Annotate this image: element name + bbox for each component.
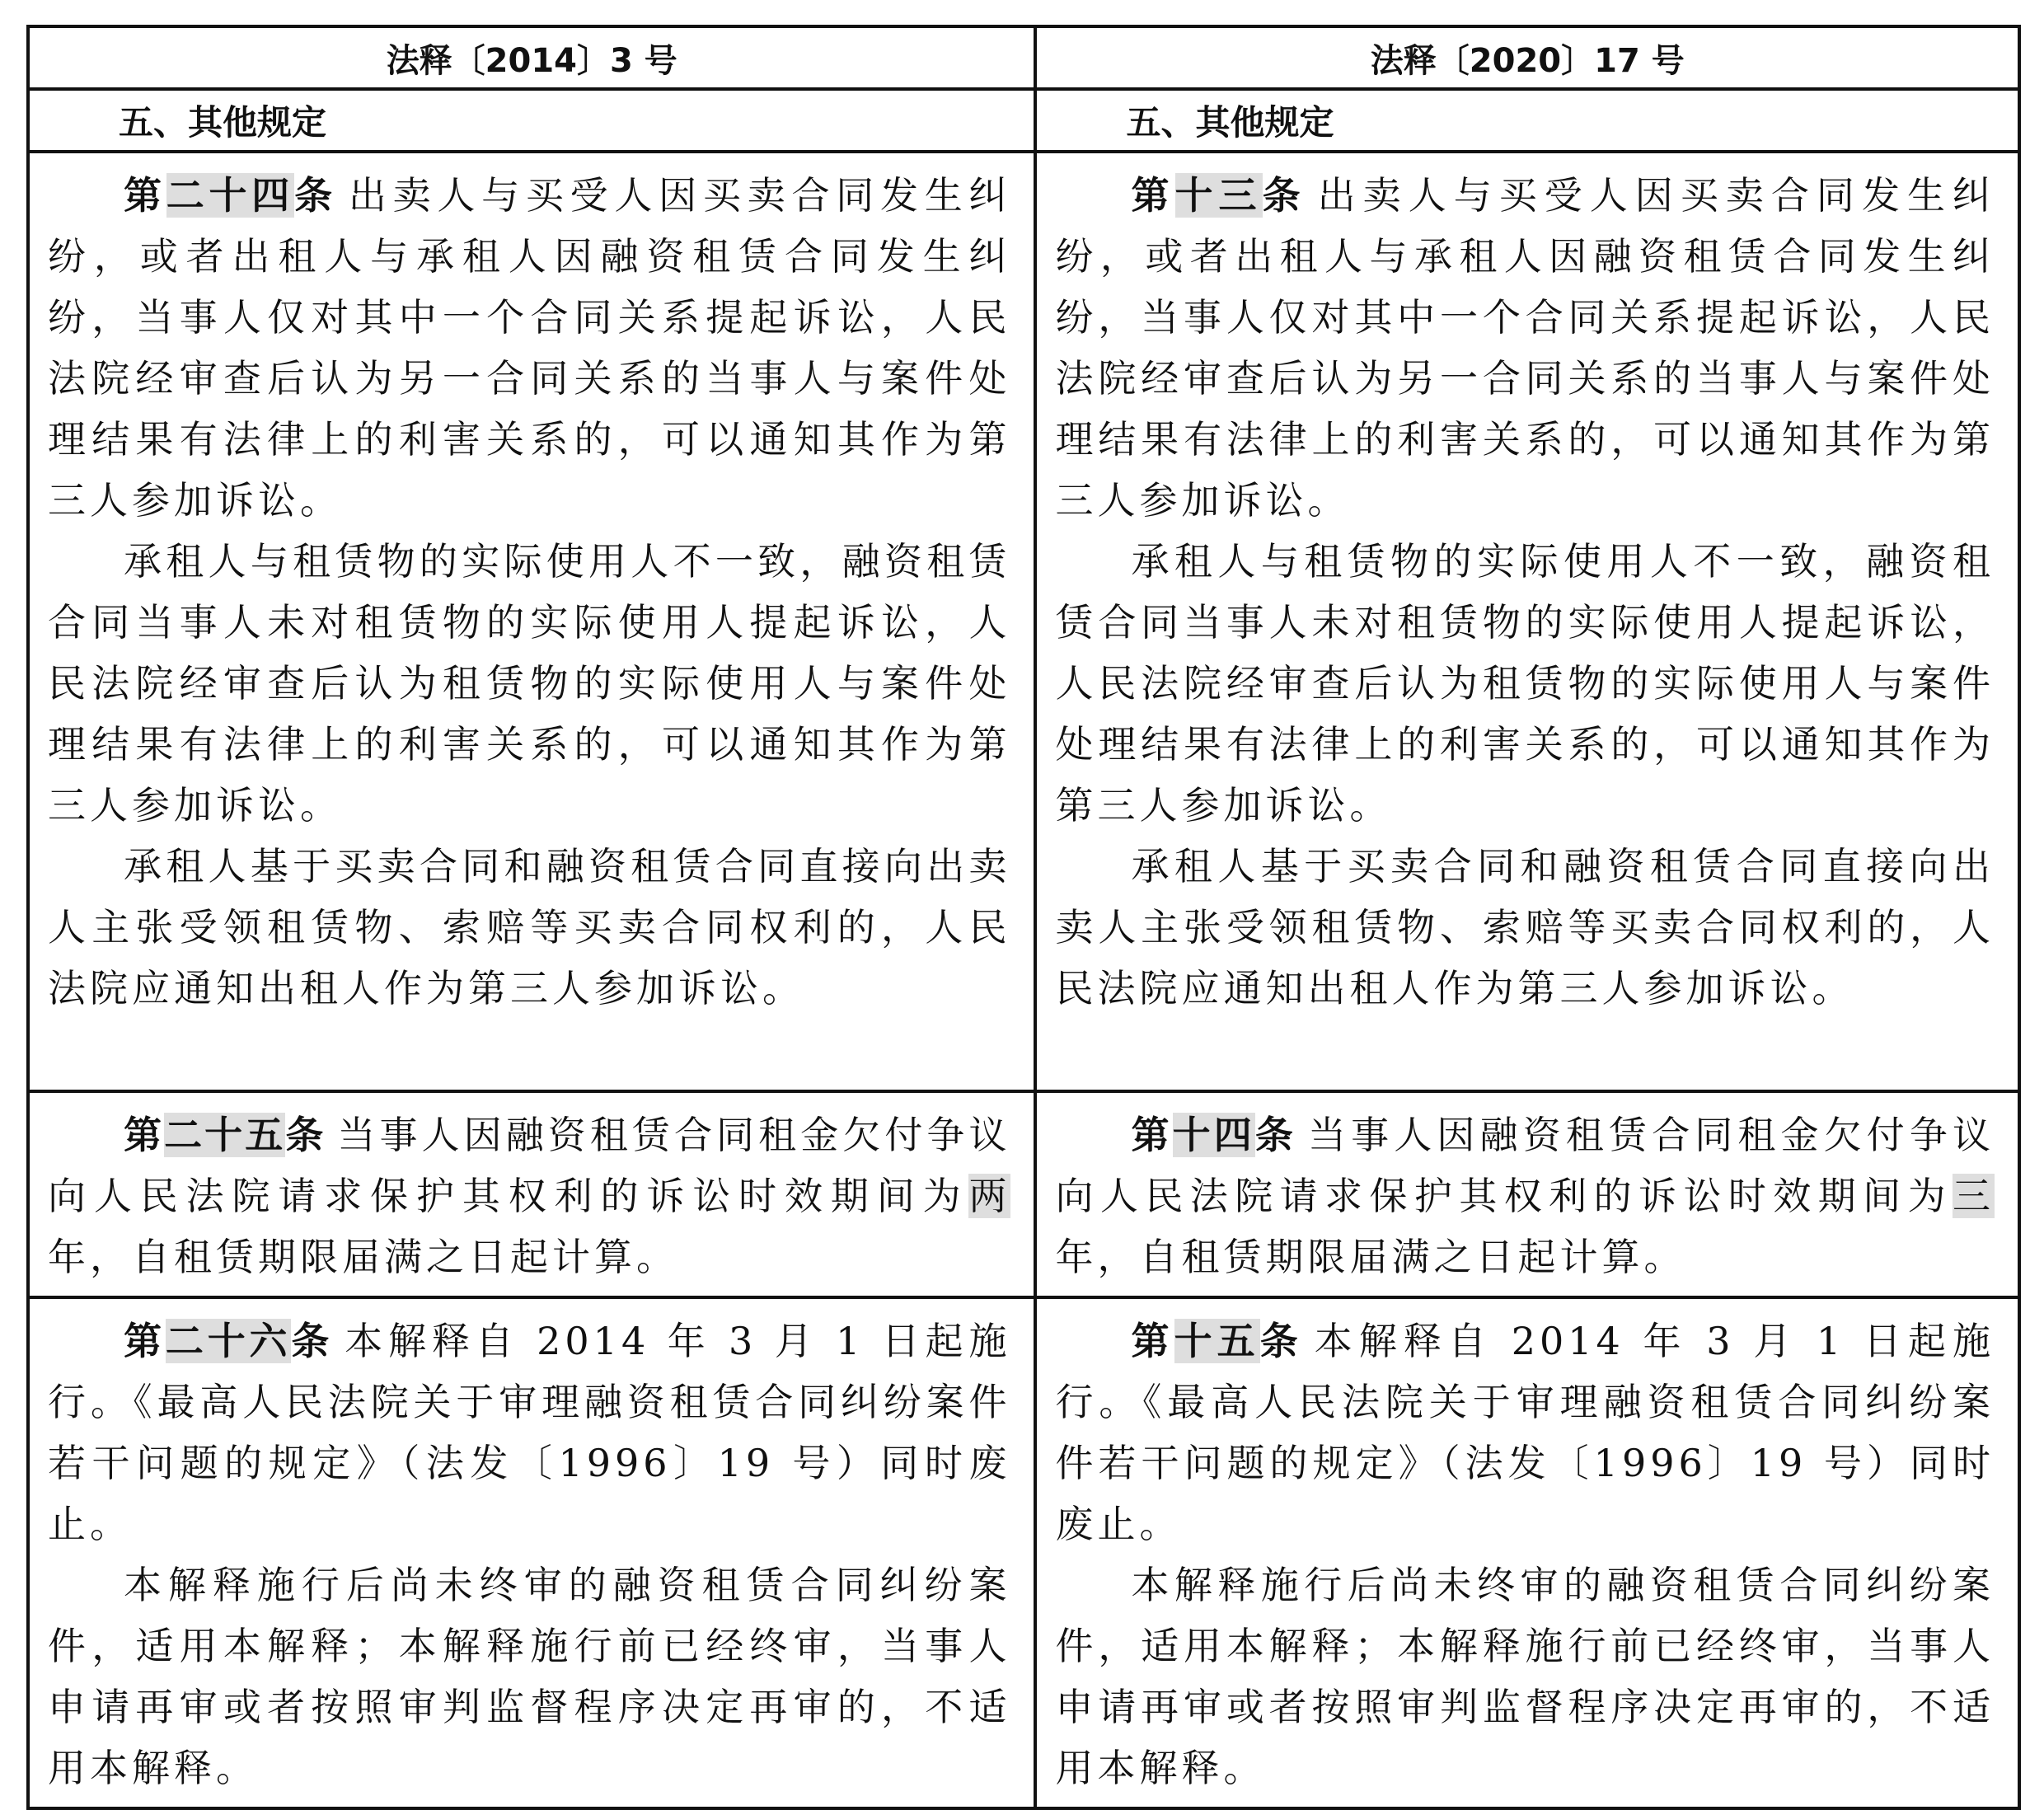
article-text: 年，自租赁期限届满之日起计算。 <box>1055 1235 1686 1279</box>
article-number <box>124 173 337 218</box>
article-number-part: 第 <box>1131 1319 1174 1363</box>
article-number <box>1131 1113 1296 1157</box>
table-cell-right <box>1035 1297 2019 1808</box>
column-header-2020: 法释〔2020〕17 号 <box>1035 26 2019 89</box>
article-paragraph <box>1055 165 1995 531</box>
article-number-changed: 十四 <box>1172 1113 1255 1157</box>
section-row <box>28 89 2019 152</box>
comparison-table <box>26 25 2021 1810</box>
article-number-changed: 二十六 <box>165 1319 292 1363</box>
article-number <box>124 1319 333 1363</box>
article-text: 年，自租赁期限届满之日起计算。 <box>48 1235 678 1279</box>
article-paragraph <box>48 531 1010 836</box>
article-text: 出卖人与买受人因买卖合同发生纠纷，或者出租人与承租人因融资租赁合同发生纠纷，当事人仅对其中一个合同关系提起诉讼，人民法院经审查后认为另一合同关系的当事人与案件处理结果有法律上的利害关系的，可以通知其作为第三人参加诉讼。 <box>48 173 1011 523</box>
changed-text: 三 <box>1953 1174 1995 1218</box>
column-header-2014: 法释〔2014〕3 号 <box>28 26 1035 89</box>
article-text: 当事人因融资租赁合同租金欠付争议向人民法院请求保护其权利的诉讼时效期间为 <box>48 1113 1011 1218</box>
table-cell-left <box>28 1091 1035 1297</box>
article-text: 本解释施行后尚未终审的融资租赁合同纠纷案件，适用本解释；本解释施行前已经终审，当事人申请再审或者按照审判监督程序决定再审的，不适用本解释。 <box>1055 1563 1995 1790</box>
article-text: 本解释施行后尚未终审的融资租赁合同纠纷案件，适用本解释；本解释施行前已经终审，当事人申请再审或者按照审判监督程序决定再审的，不适用本解释。 <box>48 1563 1011 1790</box>
article-number-changed: 十三 <box>1174 173 1263 218</box>
article-number <box>124 1113 326 1157</box>
article-paragraph <box>48 1104 1010 1287</box>
comparison-table-wrapper <box>26 25 2021 1790</box>
article-text: 出卖人与买受人因买卖合同发生纠纷，或者出租人与承租人因融资租赁合同发生纠纷，当事人仅对其中一个合同关系提起诉讼，人民法院经审查后认为另一合同关系的当事人与案件处理结果有法律上的利害关系的，可以通知其作为第三人参加诉讼。 <box>1055 173 1995 523</box>
article-paragraph <box>48 1311 1010 1554</box>
article-number-part: 条 <box>285 1113 326 1157</box>
article-number-part: 条 <box>1259 1319 1303 1363</box>
article-paragraph <box>1055 836 1995 1019</box>
article-text: 承租人基于买卖合同和融资租赁合同直接向出卖人主张受领租赁物、索赔等买卖合同权利的，人民法院应通知出租人作为第三人参加诉讼。 <box>1055 844 1995 1011</box>
table-cell-right <box>1035 1091 2019 1297</box>
article-number-part: 条 <box>294 173 337 218</box>
article-text: 本解释自 2014 年 3 月 1 日起施行。《最高人民法院关于审理融资租赁合同纠纷案件若干问题的规定》（法发〔1996〕19 号）同时废止。 <box>1055 1319 1995 1546</box>
article-number-part: 第 <box>124 1113 165 1157</box>
section-title-right: 五、其他规定 <box>1035 89 2019 152</box>
article-text: 当事人因融资租赁合同租金欠付争议向人民法院请求保护其权利的诉讼时效期间为 <box>1055 1113 1995 1218</box>
article-paragraph <box>1055 531 1995 836</box>
article-number-part: 条 <box>291 1319 334 1363</box>
table-row <box>28 1297 2019 1808</box>
article-text: 承租人与租赁物的实际使用人不一致，融资租赁合同当事人未对租赁物的实际使用人提起诉讼，人民法院经审查后认为租赁物的实际使用人与案件处理结果有法律上的利害关系的，可以通知其作为第三人参加诉讼。 <box>48 539 1011 828</box>
article-paragraph <box>48 836 1010 1019</box>
article-number-changed: 十五 <box>1174 1319 1260 1363</box>
article-paragraph <box>1055 1311 1995 1554</box>
article-number <box>1131 173 1306 218</box>
article-paragraph <box>1055 1554 1995 1798</box>
article-number-part: 第 <box>1131 1113 1173 1157</box>
table-cell-right <box>1035 152 2019 1091</box>
article-number-changed: 二十五 <box>164 1113 286 1157</box>
table-cell-left <box>28 1297 1035 1808</box>
table-row <box>28 1091 2019 1297</box>
article-number-part: 条 <box>1254 1113 1297 1157</box>
article-paragraph <box>48 1554 1010 1798</box>
article-paragraph <box>1055 1104 1995 1287</box>
article-number-changed: 二十四 <box>166 173 295 218</box>
article-number-part: 条 <box>1262 173 1306 218</box>
article-paragraph <box>48 165 1010 531</box>
article-text: 承租人与租赁物的实际使用人不一致，融资租赁合同当事人未对租赁物的实际使用人提起诉讼，人民法院经审查后认为租赁物的实际使用人与案件处理结果有法律上的利害关系的，可以通知其作为第三人参加诉讼。 <box>1055 539 1995 828</box>
changed-text: 两 <box>968 1174 1011 1218</box>
table-row <box>28 152 2019 1091</box>
header-row <box>28 26 2019 89</box>
article-number-part: 第 <box>124 173 166 218</box>
article-text: 本解释自 2014 年 3 月 1 日起施行。《最高人民法院关于审理融资租赁合同纠纷案件若干问题的规定》（法发〔1996〕19 号）同时废止。 <box>48 1319 1011 1546</box>
article-number <box>1131 1319 1302 1363</box>
section-title-left: 五、其他规定 <box>28 89 1035 152</box>
article-text: 承租人基于买卖合同和融资租赁合同直接向出卖人主张受领租赁物、索赔等买卖合同权利的，人民法院应通知出租人作为第三人参加诉讼。 <box>48 844 1011 1011</box>
article-number-part: 第 <box>1131 173 1175 218</box>
table-cell-left <box>28 152 1035 1091</box>
article-number-part: 第 <box>124 1319 166 1363</box>
